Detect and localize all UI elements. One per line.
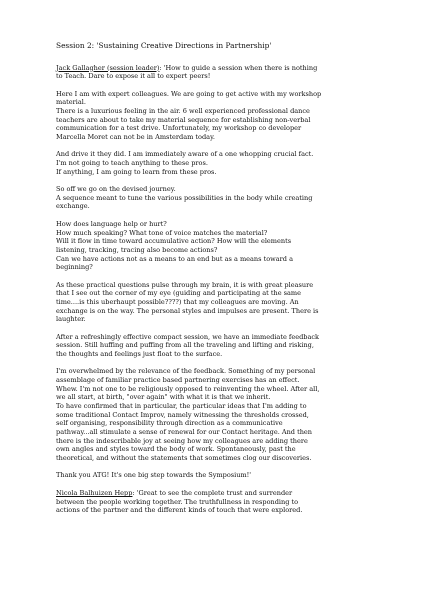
text-line: to Teach. Dare to expose it all to expert peers! [56,72,211,81]
text-line: As these practical questions pulse through my brain, it is with great pleasure [56,280,314,289]
text-line: Can we have actions not as a means to an end but as a means toward a [56,254,293,263]
page-title: Session 2: 'Sustaining Creative Directions in Partnership' [56,41,272,50]
paragraph [56,367,368,462]
text-line: time....is this uberhaupt possible????) that my colleagues are moving. An [56,297,299,306]
paragraph [56,90,368,142]
text-line: we all start, at birth, "over again" with what it is that we inherit. [56,393,271,402]
text-line: the thoughts and feelings just float to the surface. [56,350,223,358]
text-line: Here I am with expert colleagues. We are going to get active with my workshop [56,89,322,98]
paragraph [56,333,368,359]
text-line: After a refreshingly effective compact session, we have an immediate feedback [56,332,320,341]
text-line: How does language help or hurt? [56,219,167,228]
text-line: there is the indescribable joy at seeing how my colleagues are adding there [56,436,308,445]
paragraph [56,220,368,272]
text-line: Thank you ATG! It's one big step towards the Symposium!' [56,471,252,480]
text-line: own angles and styles toward the body of work. Spontaneously, past the [56,445,296,454]
line-text: : 'How to guide a session when there is nothing [159,63,318,72]
document-body [56,64,368,515]
text-line: teachers are about to take my material sequence for establishing non-verbal [56,115,311,124]
text-line: A sequence meant to tune the various possibilities in the body while creating [56,193,313,202]
text-line: And drive it they did. I am immediately aware of a one whopping crucial fact. [56,150,314,159]
text-line [56,489,368,498]
text-line: some traditional Contact Improv, namely witnessing the thresholds crossed, [56,410,309,419]
paragraph [56,281,368,324]
text-line: material. [56,98,86,107]
text-line: self organising, responsibility through direction as a communicative [56,419,283,428]
text-line: So off we go on the devised journey. [56,185,176,194]
text-line: I'm overwhelmed by the relevance of the feedback. Something of my personal [56,367,316,376]
paragraph [56,489,368,515]
text-line: exchange. [56,202,90,211]
text-line: I'm not going to teach anything to these pros. [56,159,208,167]
text-line: pathway...all stimulate a sense of renewal for our Contact heritage. And then [56,428,313,437]
text-line: There is a luxurious feeling in the air. 6 well experienced professional dance [56,106,310,115]
text-line: assemblage of familiar practice based partnering exercises has an effect. [56,376,300,385]
text-line: between the people working together. The truthfullness in responding to [56,497,299,506]
paragraph [56,150,368,176]
text-line: theoretical, and without the statements that sometimes clog our discoveries. [56,454,312,463]
text-line: communication for a test drive. Unfortunately, my workshop co developer [56,124,302,133]
text-line: actions of the partner and the different kinds of touch that were explored. [56,506,303,515]
text-line: listening, tracking, tracing also become actions? [56,245,218,254]
text-line: To have confirmed that in particular, the particular ideas that I'm adding to [56,402,307,411]
text-line: laughter. [56,315,86,324]
text-line: Whew. I'm not one to be religiously opposed to reinventing the wheel. After all, [56,384,320,393]
text-line: Will it flow in time toward accumulative action? How will the elements [56,237,292,246]
text-line: How much speaking? What tone of voice matches the material? [56,228,268,237]
text-line: Marcella Moret can not be in Amsterdam today. [56,132,215,141]
text-line: session. Still huffing and puffing from all the traveling and lifting and risking, [56,341,314,350]
paragraph [56,471,368,480]
text-line: that I see out the corner of my eye (guiding and participating at the same [56,289,301,298]
text-line: beginning? [56,263,93,272]
line-text: : 'Great to see the complete trust and surrender [132,488,293,497]
text-line: If anything, I am going to learn from these pros. [56,167,217,176]
paragraph [56,64,368,81]
paragraph [56,185,368,211]
speaker-name: Nicola Balhuizen Hepp [56,488,133,497]
text-line: exchange is on the way. The personal styles and impulses are present. There is [56,306,319,315]
speaker-name: Jack Gallagher (session leader) [56,63,160,72]
text-line [56,64,368,73]
